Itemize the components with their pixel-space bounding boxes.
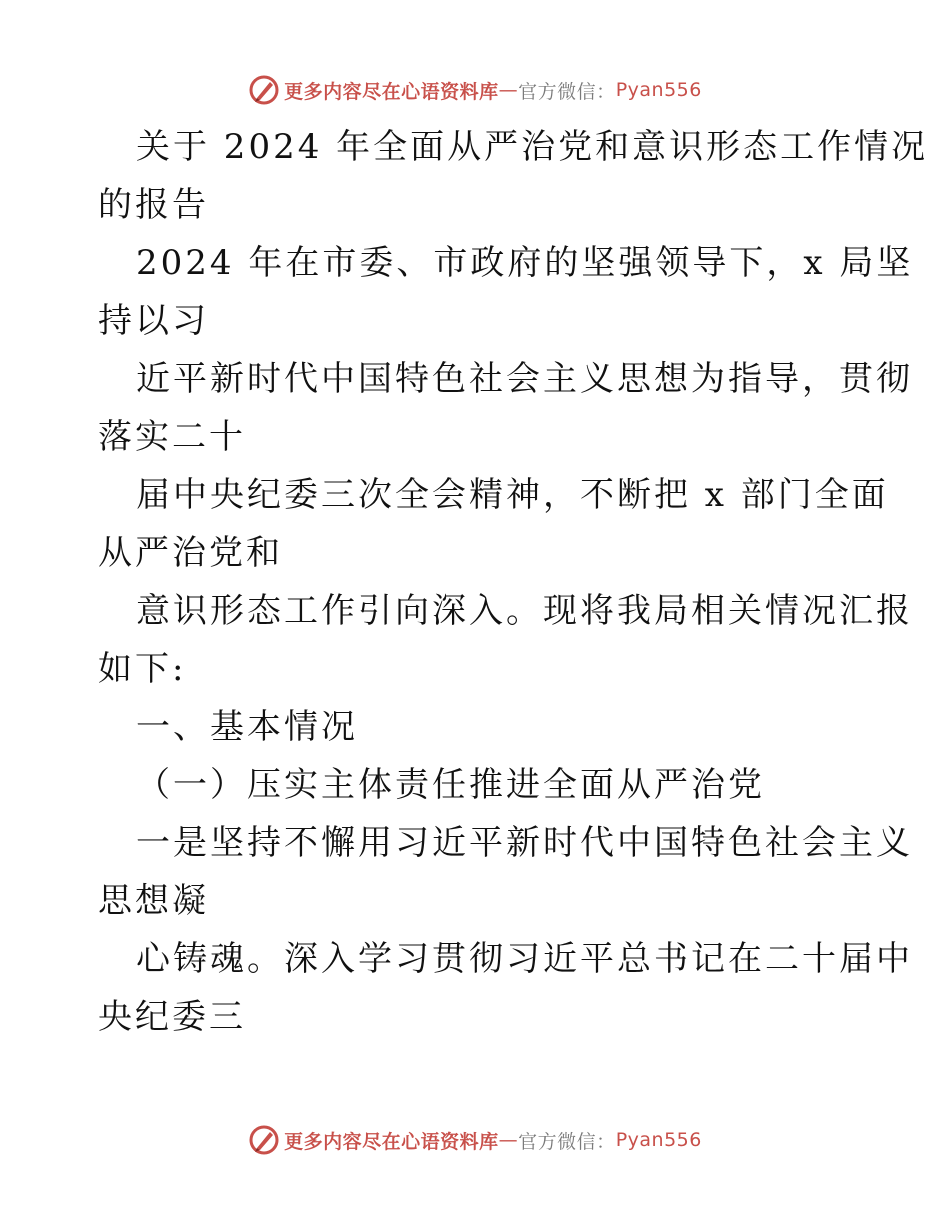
doc-title-line-1: 关于 2024 年全面从严治党和意识形态工作情况 <box>136 127 929 167</box>
document-body <box>98 118 929 1046</box>
paragraph-line: 意识形态工作引向深入。现将我局相关情况汇报 <box>136 591 913 631</box>
paragraph-line: 心铸魂。深入学习贯彻习近平总书记在二十届中 <box>136 939 913 979</box>
banner-site-text: 更多内容尽在心语资料库 <box>284 1130 499 1153</box>
banner-wechat-id: Pyan556 <box>615 1129 702 1151</box>
section-heading: 一、基本情况 <box>136 707 358 747</box>
paragraph-line: 2024 年在市委、市政府的坚强领导下，x 局坚 <box>136 243 914 283</box>
paragraph-line: 届中央纪委三次全会精神，不断把 x 部门全面 <box>136 475 889 515</box>
banner-site-text: 更多内容尽在心语资料库 <box>284 80 499 103</box>
quill-pen-logo-icon <box>248 1124 280 1156</box>
paragraph-line: 央纪委三 <box>98 997 246 1037</box>
banner-wechat-label: 官方微信： <box>518 1130 616 1153</box>
paragraph-line: 一是坚持不懈用习近平新时代中国特色社会主义 <box>136 823 913 863</box>
banner-wechat-id: Pyan556 <box>615 79 702 101</box>
paragraph-line: 从严治党和 <box>98 533 283 573</box>
quill-pen-logo-icon <box>248 74 280 106</box>
footer-banner <box>0 1120 950 1160</box>
doc-title-line-2: 的报告 <box>98 185 209 225</box>
banner-dash: — <box>498 1129 519 1151</box>
banner-dash: — <box>498 79 519 101</box>
paragraph-line: 落实二十 <box>98 417 246 457</box>
subsection-heading: （一）压实主体责任推进全面从严治党 <box>136 765 765 805</box>
paragraph-line: 思想凝 <box>98 881 209 921</box>
paragraph-line: 持以习 <box>98 301 209 341</box>
paragraph-line: 近平新时代中国特色社会主义思想为指导，贯彻 <box>136 359 913 399</box>
header-banner <box>0 70 950 110</box>
paragraph-line: 如下: <box>98 649 187 689</box>
banner-wechat-label: 官方微信： <box>518 80 616 103</box>
